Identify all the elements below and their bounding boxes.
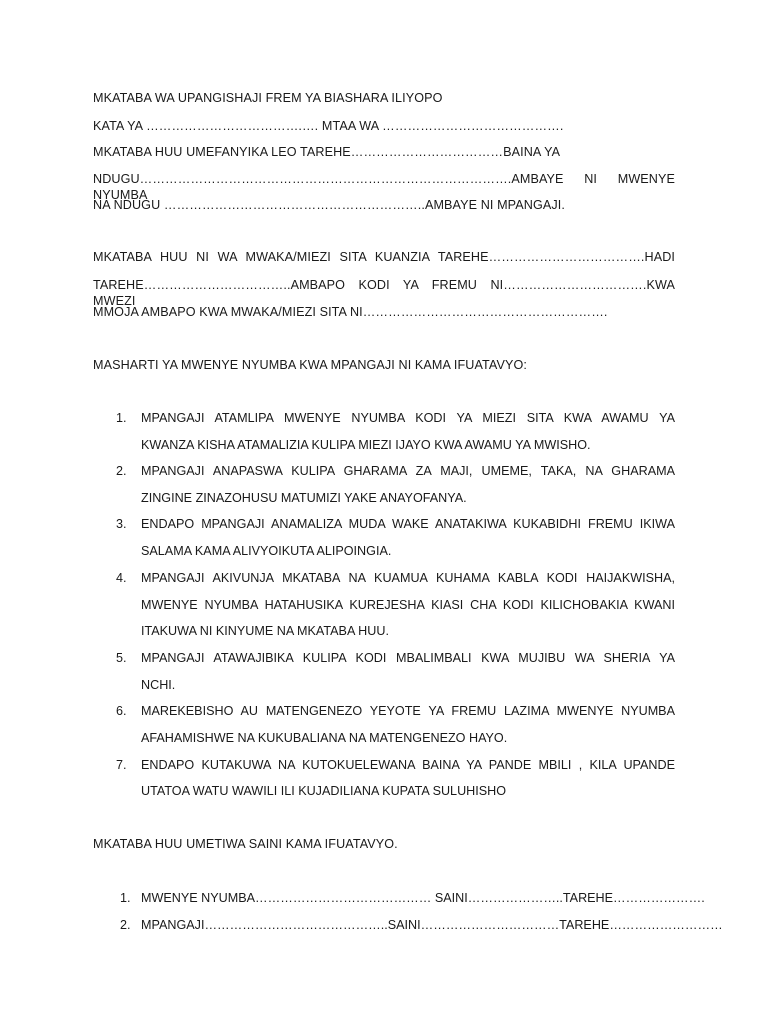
period-line-1: MKATABA HUU NI WA MWAKA/MIEZI SITA KUANZIA TAREHE……………………………….HADI xyxy=(93,250,675,264)
document-title: MKATABA WA UPANGISHAJI FREM YA BIASHARA ILIYOPO xyxy=(93,91,443,105)
period-line-3: MMOJA AMBAPO KWA MWAKA/MIEZI SITA NI…………………………………………………. xyxy=(93,305,608,319)
condition-7-line-2: UTATOA WATU WAWILI ILI KUJADILIANA KUPATA SULUHISHO xyxy=(141,784,507,798)
condition-5-line-2: NCHI. xyxy=(141,678,176,692)
condition-5-line-1: MPANGAJI ATAWAJIBIKA KULIPA KODI MBALIMBALI KWA MUJIBU WA SHERIA YA xyxy=(141,651,675,665)
condition-6-line-1: MAREKEBISHO AU MATENGENEZO YEYOTE YA FREMU LAZIMA MWENYE NYUMBA xyxy=(141,704,675,718)
signature-number: 2. xyxy=(120,918,131,932)
condition-3-line-2: SALAMA KAMA ALIVYOIKUTA ALIPOINGIA. xyxy=(141,544,392,558)
signature-number: 1. xyxy=(120,891,131,905)
condition-6-line-2: AFAHAMISHWE NA KUKUBALIANA NA MATENGENEZO HAYO. xyxy=(141,731,508,745)
condition-4-line-3: ITAKUWA NI KINYUME NA MKATABA HUU. xyxy=(141,624,389,638)
condition-4-line-2: MWENYE NYUMBA HATAHUSIKA KUREJESHA KIASI CHA KODI KILICHOBAKIA KWANI xyxy=(141,598,675,612)
condition-number: 7. xyxy=(116,758,127,772)
condition-1-line-2: KWANZA KISHA ATAMALIZIA KULIPA MIEZI IJAYO KWA AWAMU YA MWISHO. xyxy=(141,438,591,452)
conditions-heading: MASHARTI YA MWENYE NYUMBA KWA MPANGAJI NI KAMA IFUATAVYO: xyxy=(93,358,527,372)
condition-2-line-1: MPANGAJI ANAPASWA KULIPA GHARAMA ZA MAJI, UMEME, TAKA, NA GHARAMA xyxy=(141,464,675,478)
condition-number: 1. xyxy=(116,411,127,425)
condition-1-line-1: MPANGAJI ATAMLIPA MWENYE NYUMBA KODI YA MIEZI SITA KWA AWAMU YA xyxy=(141,411,675,425)
signature-heading: MKATABA HUU UMETIWA SAINI KAMA IFUATAVYO. xyxy=(93,837,398,851)
condition-number: 3. xyxy=(116,517,127,531)
condition-number: 5. xyxy=(116,651,127,665)
condition-2-line-2: ZINGINE ZINAZOHUSU MATUMIZI YAKE ANAYOFANYA. xyxy=(141,491,467,505)
intro-line-tenant: NA NDUGU ……………………………………………………..AMBAYE NI MPANGAJI. xyxy=(93,198,565,212)
condition-number: 6. xyxy=(116,704,127,718)
period-line-2: TAREHE……………………………..AMBAPO KODI YA FREMU NI…………………………….KWA MWEZI xyxy=(93,278,675,308)
condition-7-line-1: ENDAPO KUTAKUWA NA KUTOKUELEWANA BAINA YA PANDE MBILI , KILA UPANDE xyxy=(141,758,675,772)
signature-line-landlord: MWENYE NYUMBA…………………………………… SAINI…………………..TAREHE…………………. xyxy=(141,891,705,905)
intro-line-landlord: NDUGU…………………………………………………………………………….AMBAYE NI MWENYE NYUMBA xyxy=(93,172,675,202)
intro-line-ward-street: KATA YA ……………………………….…. MTAA WA ……………………………………. xyxy=(93,119,564,133)
condition-4-line-1: MPANGAJI AKIVUNJA MKATABA NA KUAMUA KUHAMA KABLA KODI HAIJAKWISHA, xyxy=(141,571,675,585)
condition-number: 2. xyxy=(116,464,127,478)
condition-3-line-1: ENDAPO MPANGAJI ANAMALIZA MUDA WAKE ANATAKIWA KUKABIDHI FREMU IKIWA xyxy=(141,517,675,531)
intro-line-date: MKATABA HUU UMEFANYIKA LEO TAREHE………………………………BAINA YA xyxy=(93,145,561,159)
signature-line-tenant: MPANGAJI……………………………………..SAINI……………………………TAREHE……………………… xyxy=(141,918,723,932)
condition-number: 4. xyxy=(116,571,127,585)
